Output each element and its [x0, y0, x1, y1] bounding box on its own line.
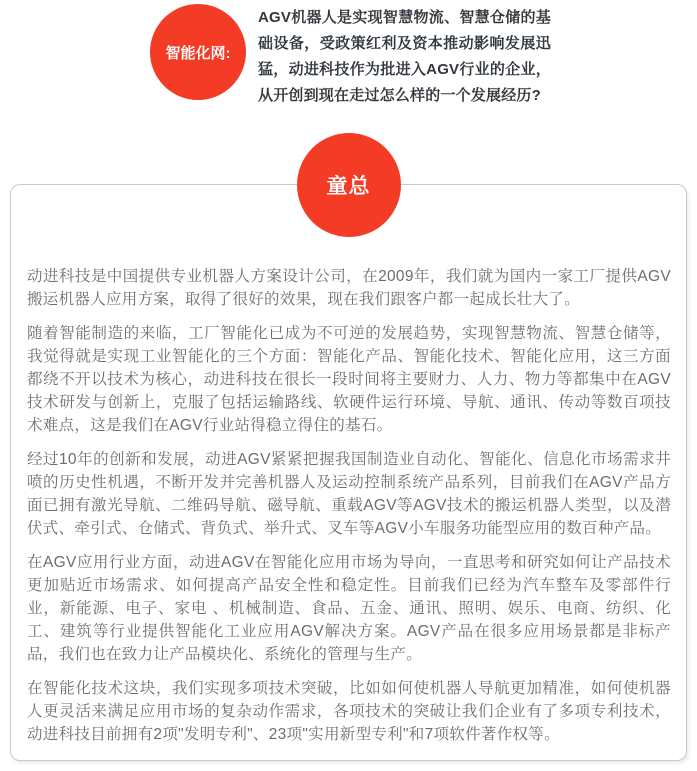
- answer-paragraph: 经过10年的创新和发展，动进AGV紧紧把握我国制造业自动化、智能化、信息化市场需求井喷的历史性机遇，不断开发并完善机器人及运动控制系统产品系列，目前我们在AGV产品方面已拥有激光导航、二维码导航、磁导航、重载AGV等AGV技术的搬运机器人类型，以及潜伏式、牵引式、仓储式、背负式、举升式、叉车等AGV小车服务功能型应用的数百种产品。: [27, 451, 671, 537]
- answer-paragraph: 动进科技是中国提供专业机器人方案设计公司，在2009年，我们就为国内一家工厂提供AGV搬运机器人应用方案，取得了很好的效果，现在我们跟客户都一起成长壮大了。: [27, 268, 671, 308]
- answer-paragraph: 在智能化技术这块，我们实现多项技术突破，比如如何使机器人导航更加精准，如何使机器人更灵活来满足应用市场的复杂动作需求，各项技术的突破让我们企业有了多项专利技术，动进科技目前拥有2项"发明专利"、23项"实用新型专利"和7项软件著作权等。: [27, 680, 671, 743]
- question-text: AGV机器人是实现智慧物流、智慧仓储的基础设备，受政策红利及资本推动影响发展迅猛，动进科技作为批进入AGV行业的企业，从开创到现在走过怎么样的一个发展经历?: [258, 9, 551, 104]
- interviewee-avatar: [297, 133, 401, 237]
- answer-paragraph: 在AGV应用行业方面，动进AGV在智能化应用市场为导向，一直思考和研究如何让产品技术更加贴近市场需求、如何提高产品安全性和稳定性。目前我们已经为汽车整车及零部件行业，新能源、电子、家电 、机械制造、食品、五金、通讯、照明、娱乐、电商、纺织、化工、建筑等行业提供智能化工业应用AGV解决方案。AGV产品在很多应用场景都是非标产品，我们也在致力让产品模块化、系统化的管理与生产。: [27, 554, 671, 663]
- interviewer-avatar: [150, 4, 246, 100]
- interviewee-avatar-label: 童总: [326, 175, 371, 198]
- answer-card: [10, 175, 687, 761]
- answer-paragraph: 随着智能制造的来临，工厂智能化已成为不可逆的发展趋势，实现智慧物流、智慧仓储等，我觉得就是实现工业智能化的三个方面：智能化产品、智能化技术、智能化应用，这三方面都绕不开以技术为核心，动进科技在很长一段时间将主要财力、人力、物力等都集中在AGV技术研发与创新上，克服了包括运输路线、软硬件运行环境、导航、通讯、传动等数百项技术难点，这是我们在AGV行业站得稳立得住的基石。: [27, 325, 671, 434]
- interviewer-avatar-label: 智能化网:: [165, 44, 231, 62]
